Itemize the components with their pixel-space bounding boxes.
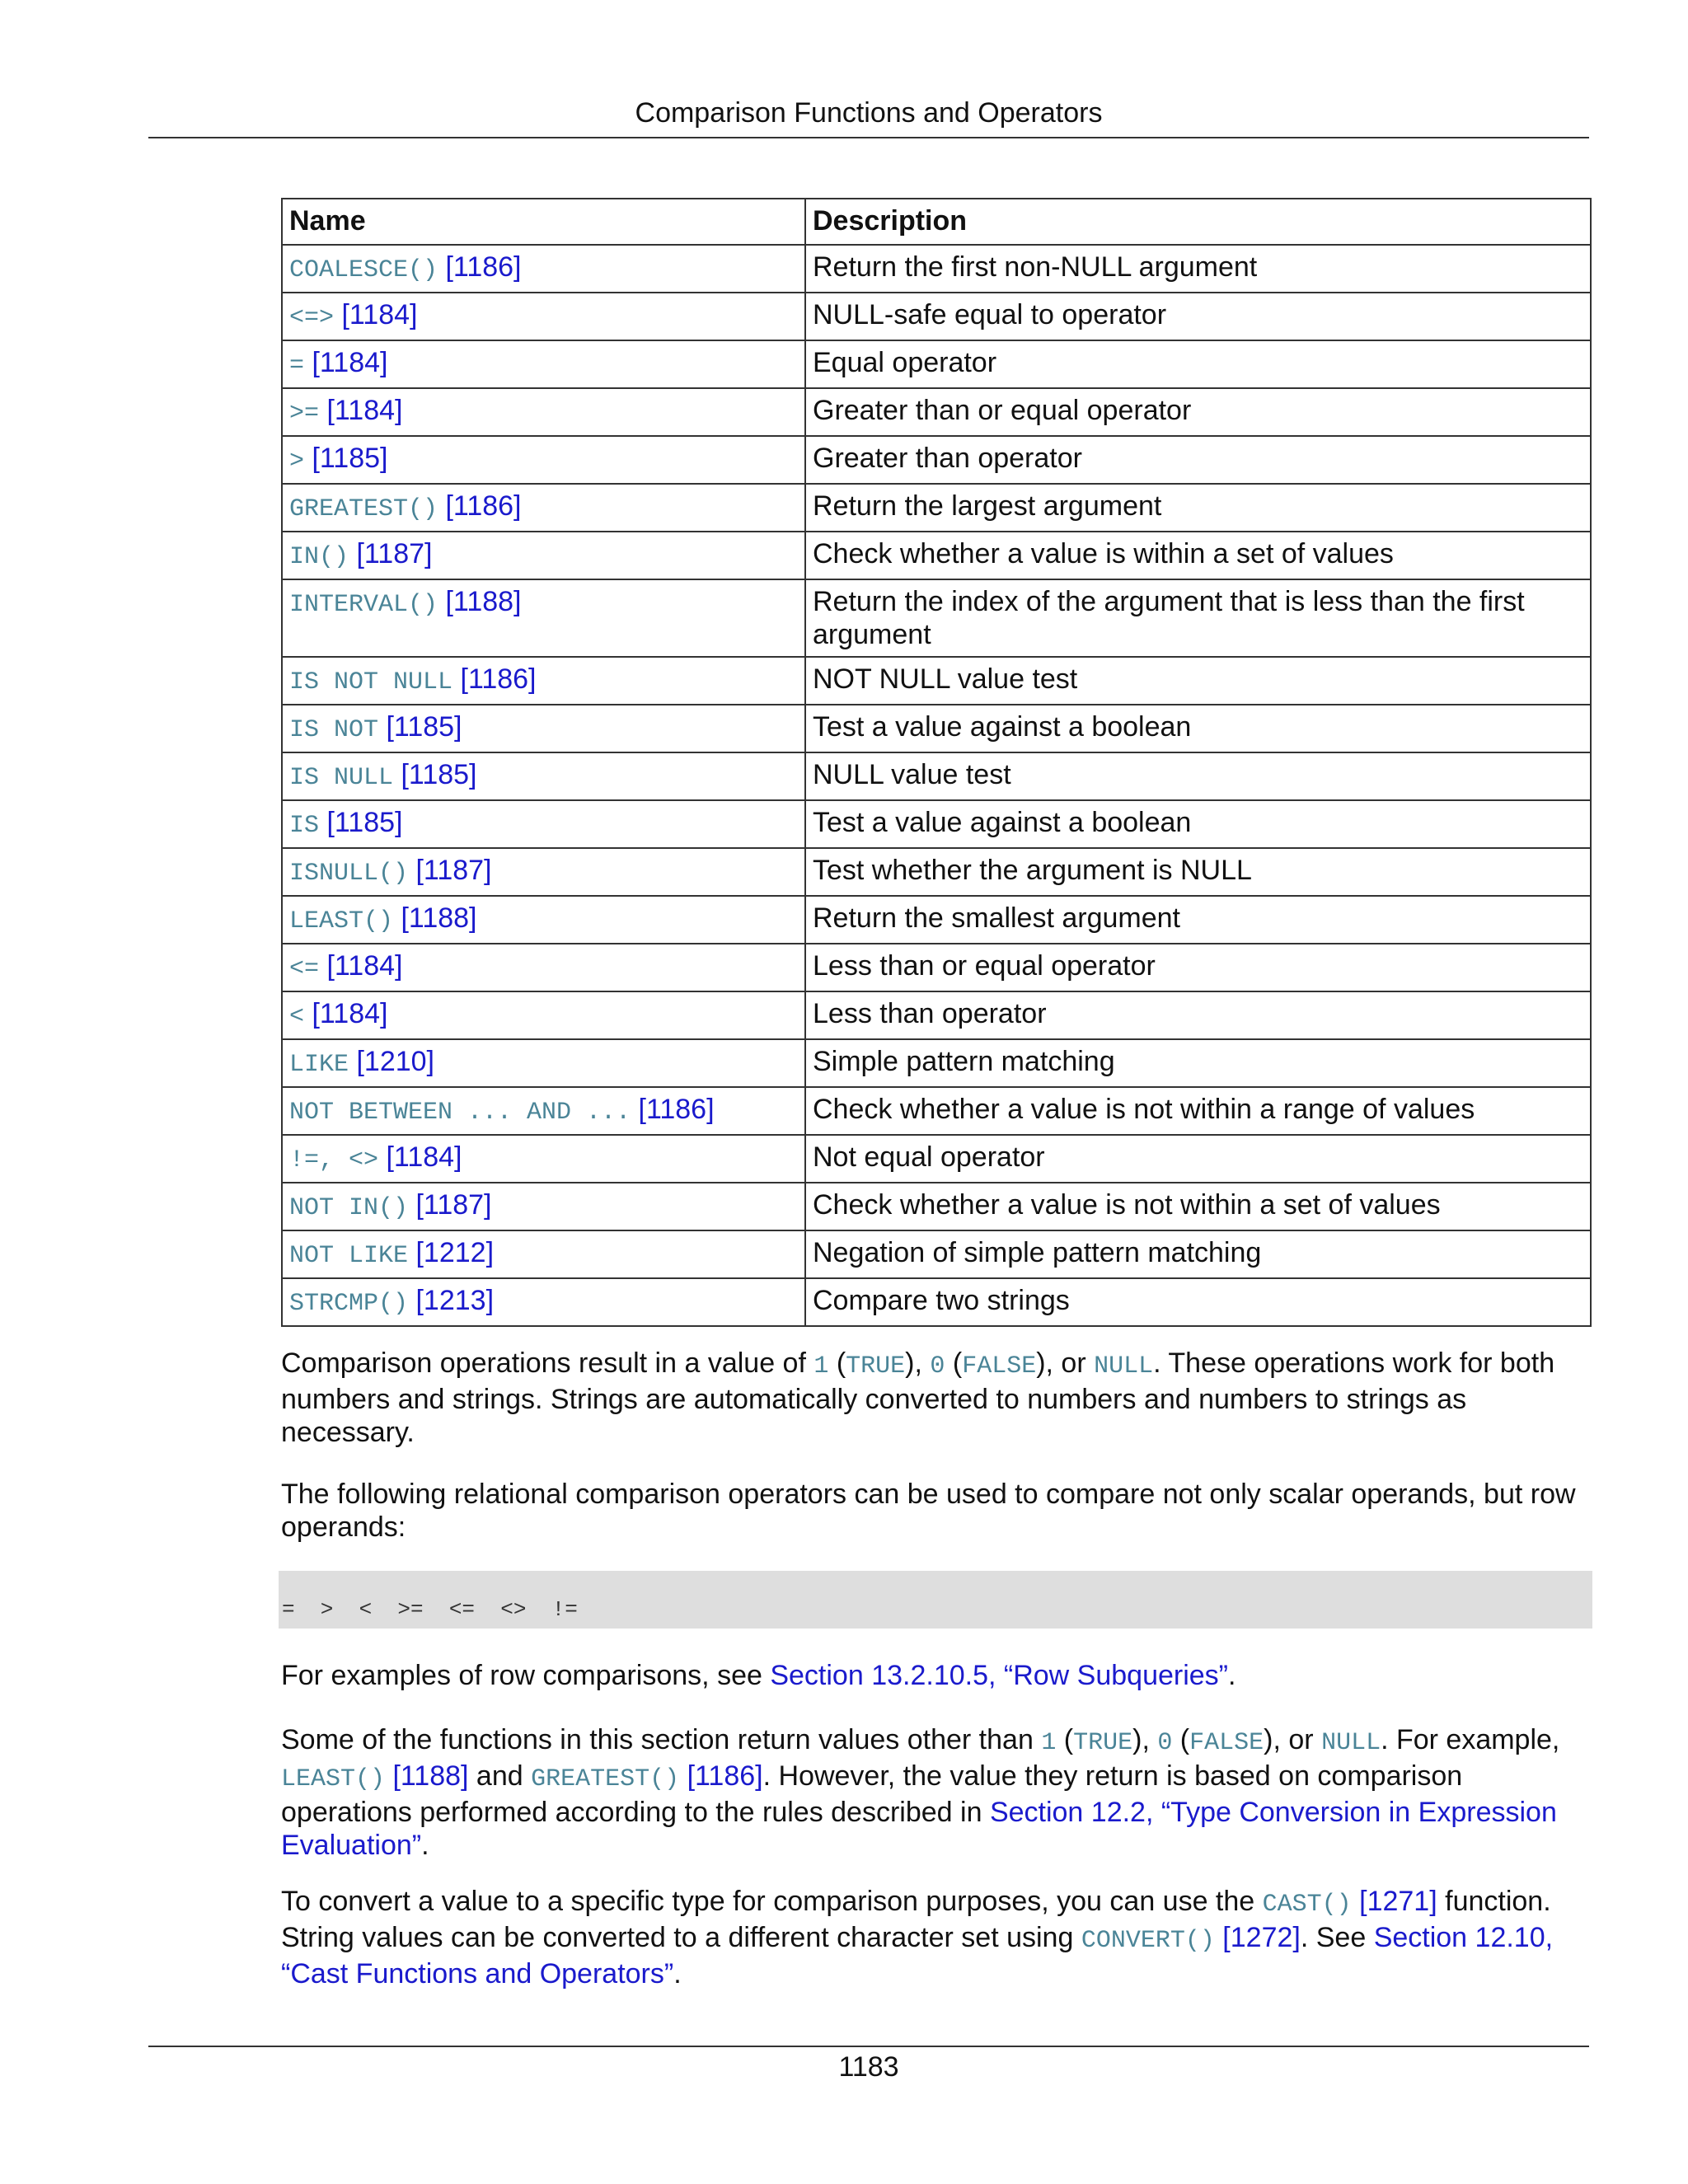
page-reference-link[interactable]: [1186] [445,490,522,522]
operator-name-cell [282,340,805,388]
code-null: NULL [1094,1352,1154,1380]
ref-least-link[interactable]: [1188] [385,1760,469,1792]
operator-code-link[interactable]: IN() [289,543,349,571]
operator-description-cell: Test a value against a boolean [805,705,1591,752]
operator-code-link[interactable]: IS [289,812,320,840]
code-null: NULL [1321,1729,1381,1757]
operator-code-link[interactable]: IS NULL [289,764,394,792]
page-reference-link[interactable]: [1184] [326,395,403,426]
ref-convert-link[interactable]: [1272] [1214,1922,1301,1953]
operator-name-cell [282,1183,805,1230]
operator-name-cell [282,1039,805,1087]
operators-code-text: = > < >= <= <> != [282,1597,578,1622]
operator-name-cell [282,752,805,800]
table-row [282,532,1591,579]
operator-code-link[interactable]: >= [289,400,320,428]
operator-description-cell: Check whether a value is within a set of values [805,532,1591,579]
code-true: TRUE [1073,1729,1133,1757]
operator-code-link[interactable]: GREATEST() [289,495,438,523]
ref-cast-link[interactable]: [1271] [1351,1886,1437,1917]
operator-name-cell [282,944,805,991]
link-type-conversion[interactable]: Section 12.2, “Type Conversion in Expression Evaluation” [281,1797,1557,1861]
paragraph-comparison-results: Comparison operations result in a value of 1 (TRUE), 0 (FALSE), or NULL. These operations work for both numbers and strings. Strings are automatically converted to numbers and numbers to strings as necessary. [281,1347,1555,1448]
table-row [282,657,1591,705]
table-row [282,1278,1591,1326]
code-zero: 0 [930,1352,945,1380]
table-header-row [282,199,1591,245]
page-reference-link[interactable]: [1184] [326,950,403,982]
page-reference-link[interactable]: [1185] [312,443,388,474]
operator-code-link[interactable]: ISNULL() [289,860,409,888]
operator-code-link[interactable]: <= [289,955,320,983]
table-row [282,800,1591,848]
link-row-subqueries[interactable]: Section 13.2.10.5, “Row Subqueries” [770,1660,1228,1691]
operator-name-cell [282,800,805,848]
column-header-name: Name [282,199,805,245]
footer-rule [148,2046,1589,2047]
page-reference-link[interactable]: [1212] [415,1237,495,1268]
page-reference-link[interactable]: [1185] [386,711,462,743]
link-cast-functions[interactable]: Section 12.10, “Cast Functions and Operators” [281,1922,1554,1990]
operator-description-cell: Test a value against a boolean [805,800,1591,848]
operator-description-cell: Less than operator [805,991,1591,1039]
operator-code-link[interactable]: < [289,1003,305,1031]
page-reference-link[interactable]: [1185] [326,807,403,838]
operator-name-cell [282,1135,805,1183]
table-row [282,245,1591,293]
page-reference-link[interactable]: [1185] [401,759,477,790]
operator-description-cell: Return the first non-NULL argument [805,245,1591,293]
operator-name-cell [282,991,805,1039]
operator-name-cell [282,848,805,896]
code-greatest-link[interactable]: GREATEST() [531,1765,680,1793]
code-false: FALSE [1189,1729,1264,1757]
ref-greatest-link[interactable]: [1186] [679,1760,763,1792]
page-reference-link[interactable]: [1184] [386,1141,462,1173]
operator-name-cell [282,245,805,293]
operator-description-cell: NULL value test [805,752,1591,800]
page-reference-link[interactable]: [1186] [638,1094,715,1125]
operator-code-link[interactable]: IS NOT NULL [289,668,453,696]
table-row [282,1039,1591,1087]
operator-description-cell: Test whether the argument is NULL [805,848,1591,896]
operator-description-cell: Return the index of the argument that is less than the first argument [805,579,1591,657]
table-row [282,1135,1591,1183]
table-row [282,752,1591,800]
table-row [282,848,1591,896]
operator-name-cell [282,705,805,752]
page-reference-link[interactable]: [1187] [415,855,492,886]
operators-code-block [279,1571,1592,1629]
operator-code-link[interactable]: IS NOT [289,716,379,744]
operator-code-link[interactable]: NOT IN() [289,1194,409,1222]
page-reference-link[interactable]: [1184] [312,347,388,378]
page-reference-link[interactable]: [1188] [445,586,522,617]
page-reference-link[interactable]: [1186] [445,251,522,283]
operator-description-cell: Greater than or equal operator [805,388,1591,436]
code-false: FALSE [962,1352,1037,1380]
operator-code-link[interactable]: LEAST() [289,907,394,935]
table-row [282,991,1591,1039]
table-row [282,944,1591,991]
operator-name-cell [282,657,805,705]
page-reference-link[interactable]: [1213] [415,1285,495,1316]
operator-code-link[interactable]: COALESCE() [289,256,438,284]
code-cast-link[interactable]: CAST() [1262,1891,1352,1919]
table-row [282,484,1591,532]
operator-name-cell [282,896,805,944]
operator-name-cell [282,293,805,340]
operator-name-cell [282,1230,805,1278]
page-reference-link[interactable]: [1184] [341,299,418,330]
paragraph-other-return-values: Some of the functions in this section return values other than 1 (TRUE), 0 (FALSE), or NULL. For example, LEAST() [1188] and GREATEST() [1186]. However, the value they return is based on comparison operations performed according to the rules described in Section 12.2, “Type Conversion in Expression Evaluation”. [281,1724,1560,1861]
table-row [282,1087,1591,1135]
page-header-title: Comparison Functions and Operators [635,97,1103,129]
page-reference-link[interactable]: [1187] [415,1189,492,1221]
operator-code-link[interactable]: STRCMP() [289,1290,409,1318]
operator-code-link[interactable]: LIKE [289,1051,349,1079]
column-header-description: Description [805,199,1591,245]
operator-code-link[interactable]: NOT BETWEEN ... AND ... [289,1099,631,1127]
operator-name-cell [282,579,805,657]
operator-name-cell [282,484,805,532]
table-row [282,293,1591,340]
operator-description-cell: Return the smallest argument [805,896,1591,944]
page-number: 1183 [838,2051,899,2083]
operator-name-cell [282,1278,805,1326]
operator-code-link[interactable]: INTERVAL() [289,591,438,619]
code-convert-link[interactable]: CONVERT() [1081,1927,1215,1955]
operator-description-cell: NULL-safe equal to operator [805,293,1591,340]
operator-description-cell: Equal operator [805,340,1591,388]
operator-code-link[interactable]: NOT LIKE [289,1242,409,1270]
page-reference-link[interactable]: [1184] [312,998,388,1029]
operator-description-cell: Greater than operator [805,436,1591,484]
paragraph-row-comparisons: For examples of row comparisons, see Section 13.2.10.5, “Row Subqueries”. [281,1660,1236,1691]
table-row [282,340,1591,388]
table-row [282,896,1591,944]
table-row [282,1183,1591,1230]
operator-name-cell [282,1087,805,1135]
page-reference-link[interactable]: [1188] [401,902,477,934]
paragraph-row-operands: The following relational comparison operators can be used to compare not only scalar operands, but row operands: [281,1479,1576,1543]
table-row [282,579,1591,657]
code-one: 1 [814,1352,829,1380]
page-reference-link[interactable]: [1186] [460,663,537,695]
code-zero: 0 [1157,1729,1173,1757]
operator-description-cell: Check whether a value is not within a range of values [805,1087,1591,1135]
operator-code-link[interactable]: <=> [289,304,335,332]
table-row [282,436,1591,484]
operator-description-cell: NOT NULL value test [805,657,1591,705]
table-row [282,705,1591,752]
code-least-link[interactable]: LEAST() [281,1765,386,1793]
operator-code-link[interactable]: = [289,352,305,380]
operator-description-cell: Check whether a value is not within a set of values [805,1183,1591,1230]
code-one: 1 [1041,1729,1057,1757]
operator-description-cell: Return the largest argument [805,484,1591,532]
paragraph-cast-convert: To convert a value to a specific type for comparison purposes, you can use the CAST() [1271] function. String values can be converted to a different character set using CONVERT() [1272]. See Section 12.10, “Cast Functions and Operators”. [281,1886,1554,1990]
operator-description-cell: Compare two strings [805,1278,1591,1326]
operator-description-cell: Not equal operator [805,1135,1591,1183]
operator-name-cell [282,388,805,436]
operator-description-cell: Negation of simple pattern matching [805,1230,1591,1278]
page-reference-link[interactable]: [1210] [356,1046,434,1077]
operator-code-link[interactable]: !=, <> [289,1146,379,1174]
operator-code-link[interactable]: > [289,448,305,476]
operator-description-cell: Less than or equal operator [805,944,1591,991]
operator-description-cell: Simple pattern matching [805,1039,1591,1087]
operator-name-cell [282,532,805,579]
code-true: TRUE [846,1352,906,1380]
header-rule [148,137,1589,138]
operators-table [281,198,1592,1327]
page-reference-link[interactable]: [1187] [356,538,433,569]
operator-name-cell [282,436,805,484]
table-row [282,388,1591,436]
table-row [282,1230,1591,1278]
